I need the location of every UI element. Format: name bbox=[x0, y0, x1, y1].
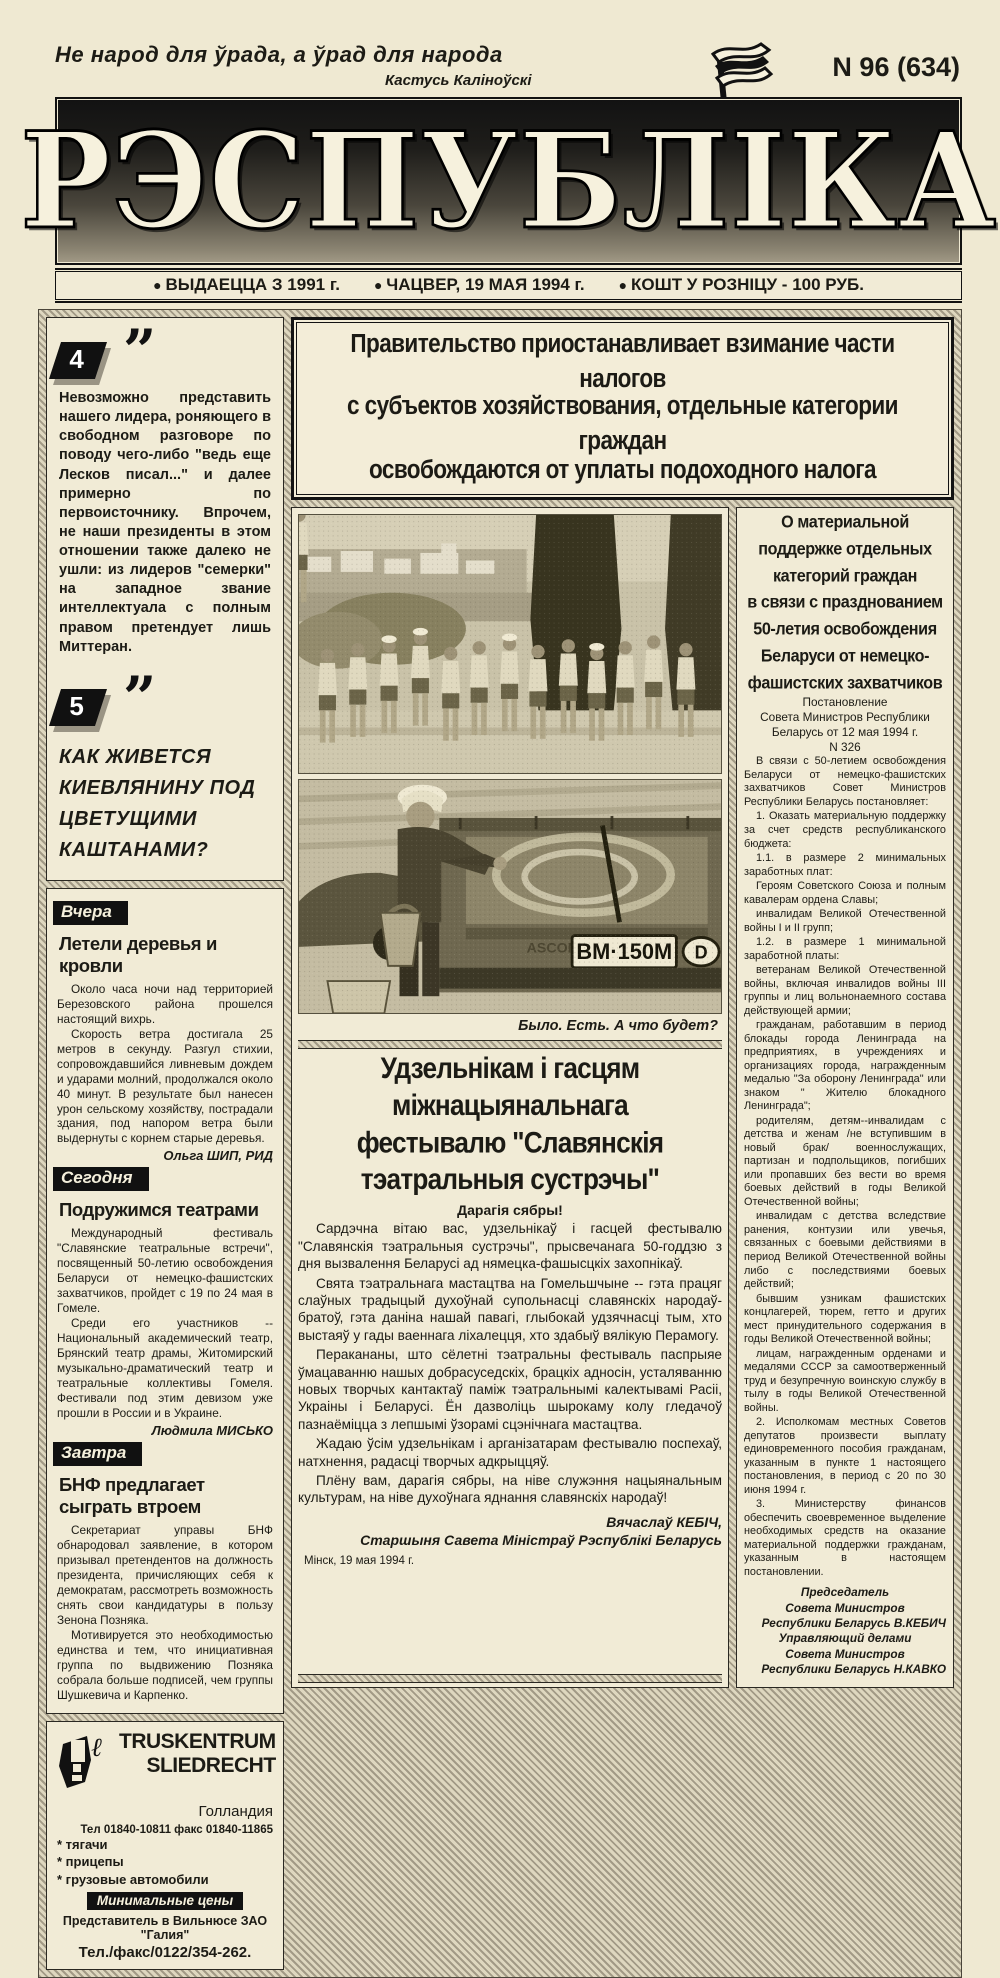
news-yesterday bbox=[57, 897, 273, 1164]
letter-paragraph: Свята тэатральнага мастацтва на Гомельшчыне -- гэта працяг слаўных традыцый духоўнай супольнасці славянскіх народаў-братоў, гэта даніна нашай павагі, глыбокай удзячнасці тым, хто выстаяў у гады ваеннага ліхалецця, хто здабыў вялікую Перамогу. bbox=[298, 1275, 722, 1343]
signature-line: Республики Беларусь Н.КАВКО bbox=[761, 1662, 946, 1676]
letter-paragraph: Жадаю ўсім удзельнікам і арганізатарам фестывалю поспехаў, натхнення, радасці творчых адкрыццяў. bbox=[298, 1436, 722, 1469]
news-paragraph: Секретариат управы БНФ обнародовал заявление, в котором призывал претендентов на должность президента, причисляющих себя к демократам, рассмотреть возможность снять свои кандидатуры в пользу Зенона Позняка. bbox=[57, 1523, 273, 1627]
masthead bbox=[20, 97, 997, 265]
decree-paragraph: Героям Советского Союза и полным кавалерам ордена Славы; bbox=[744, 880, 946, 906]
letter-paragraph: Перакананы, што сёлетні тэатральны фестываль паспрыяе ўмацаванню нашых добрасуседскіх, брацкіх адносін, усталяванню новых творчых кантактаў паміж тэатральнымі калектывамі Расіі, Украіны і Беларусі. Ён дазволіць шырокаму колу гледачоў пазнаёміцца з лепшымі ўзорамі сцэнічнага мастацтва. bbox=[298, 1347, 722, 1432]
price: ● КОШТ У РОЗНІЦУ - 100 РУБ. bbox=[619, 275, 864, 295]
letter-title-line: фестывалю "Славянскія тэатральныя сустрэчы" bbox=[356, 1126, 664, 1197]
decree-column bbox=[736, 507, 954, 1688]
news-paragraph: Мотивируется это необходимостью единства и тем, что инициативная группа по выдвижению Позняка собрала больше подписей, чем группы Шушкевича и Карпенко. bbox=[57, 1627, 273, 1702]
decree-paragraph: 1.1. в размере 2 минимальных заработных плат: bbox=[744, 852, 946, 878]
decree-paragraph: 3. Министерству финансов обеспечить своевременное выделение необходимых средств на оказание материальной поддержки гражданам, указанным в настоящем постановлении. bbox=[744, 1498, 946, 1578]
decree-title-line: в связи с празднованием bbox=[747, 592, 943, 613]
ad-item: * тягачи bbox=[57, 1836, 108, 1852]
decree-title-line: О материальной bbox=[781, 512, 909, 532]
main-right-area bbox=[291, 317, 954, 1970]
decree-signatures bbox=[744, 1585, 946, 1677]
letter-title bbox=[304, 1051, 715, 1200]
decree-paragraph: гражданам, работавшим в период блокады города Ленинграда на предприятиях, в учреждениях и организациях города, награжденным медалью "За оборону Ленинграда" или знаком " Жителю блокадного Ленинграда"; bbox=[744, 1019, 946, 1113]
teaser-quote: Невозможно представить нашего лидера, роняющего в свободном разговоре по поводу чего-либо "ведь еще Лесков писал..." и далее примерно по первоисточнику. Впрочем, не наши президенты в этом отношении также далеко не ушли: из лидеров "семерки" на западное звание интеллектуала с полным правом претендует лишь Миттеран. bbox=[59, 390, 271, 655]
decree-subtitle-line: Беларусь от 12 мая 1994 г. bbox=[771, 724, 919, 739]
headline-line: Правительство приостанавливает взимание части налогов bbox=[350, 328, 895, 393]
decree-paragraph: лицам, награжденным орденами и медалями СССР за самоотверженный труд и безупречную воинскую службу в тылу в годы Великой Отечественной войны. bbox=[744, 1347, 946, 1414]
news-byline: Ольга ШИП, РИД bbox=[163, 1148, 273, 1164]
decree-subtitle bbox=[744, 695, 946, 754]
letter-signature bbox=[298, 1513, 722, 1549]
motto: Не народ для ўрада, а ўрад для народа bbox=[55, 42, 503, 67]
quote-icon bbox=[123, 669, 156, 727]
newspaper-title: РЭСПУБЛІКА bbox=[20, 102, 997, 259]
decree-subtitle-line: Совета Министров Республики bbox=[760, 710, 930, 725]
divider bbox=[298, 1040, 722, 1049]
issue-number: N 96 (634) bbox=[832, 52, 960, 82]
main-frame bbox=[38, 309, 962, 1978]
letter-title-line: Удзельнікам і гасцям міжнацыянальнага bbox=[380, 1051, 640, 1122]
quote-icon bbox=[123, 322, 156, 380]
left-rail bbox=[46, 317, 284, 1970]
decree-paragraph: инвалидам с детства вследствие ранения, контузии или увечья, связанных с боевыми действиями в период Великой Отечественной войны либо с последствиями боевых действий; bbox=[744, 1210, 946, 1291]
decree-subtitle-line: Постановление bbox=[802, 695, 888, 710]
signature-line: Управляющий делами bbox=[778, 1631, 912, 1646]
ad-item: * прицепы bbox=[57, 1854, 124, 1870]
page-header bbox=[0, 0, 1000, 303]
signature-line: Республики Беларусь В.КЕБИЧ bbox=[761, 1616, 946, 1631]
svg-text:ℓ: ℓ bbox=[91, 1732, 102, 1763]
decree-paragraph: бывшим узникам фашистских концлагерей, тюрем, гетто и других мест принудительного содержания в годы Великой Отечественной войны; bbox=[744, 1292, 946, 1346]
ad-phones: Тел 01840-10811 факс 01840-11865 bbox=[80, 1823, 273, 1836]
news-paragraph: Скорость ветра достигала 25 метров в секунду. Разгул стихии, сопровождавшийся ливневым дождем и ударами молний, продолжался около 40 минут. В результате был нанесен урон сельскому хозяйству, пострадали здания, под напором ветра были выдернуты с корнем старые деревья. bbox=[57, 1026, 273, 1146]
divider bbox=[298, 1674, 722, 1683]
decree-title bbox=[746, 509, 944, 696]
ad-representative: Представитель в Вильнюсе ЗАО "Галия" bbox=[62, 1914, 268, 1943]
ad-brand-line: SLIEDRECHT bbox=[146, 1753, 276, 1777]
ad-country: Голландия bbox=[198, 1802, 273, 1820]
ad-promo-badge: Минимальные цены bbox=[87, 1892, 243, 1910]
decree-title-line: поддержке отдельных bbox=[758, 539, 932, 559]
headline-line: освобождаются от уплаты подоходного налога bbox=[368, 454, 877, 484]
headline-line: с субъектов хозяйствования, отдельные категории граждан bbox=[347, 390, 898, 455]
page-number-badge bbox=[49, 342, 107, 379]
signature-name: Вячаслаў КЕБІЧ, bbox=[606, 1513, 722, 1530]
news-byline: Людмила МИСЬКО bbox=[151, 1423, 273, 1438]
ad-item: * грузовые автомобили bbox=[57, 1871, 209, 1887]
news-paragraph: Международный фестиваль "Славянские театральные встречи", посвященный 50-летию освобождения Беларуси от немецко-фашистских захватчиков, пройдет с 19 по 24 мая в Гомеле. bbox=[57, 1226, 273, 1316]
truck-logo-icon bbox=[57, 1730, 113, 1801]
page-number: 5 bbox=[69, 690, 84, 721]
news-title: Летели деревья и кровли bbox=[59, 932, 217, 976]
page-number-badge bbox=[49, 689, 107, 726]
photo-caption: Было. Есть. А что будет? bbox=[518, 1018, 718, 1035]
teaser-quote: КАК ЖИВЕТСЯ КИЕВЛЯНИНУ ПОД ЦВЕТУЩИМИ КАШТАНАМИ? bbox=[59, 745, 256, 861]
letter-paragraph: Плёну вам, дарагія сябры, на ніве служэння нацыянальным культурам, на ніве духоўнага яднання славянскіх народаў! bbox=[298, 1472, 722, 1506]
truskentrum-ad bbox=[46, 1721, 284, 1971]
motto-author: Кастусь Каліноўскі bbox=[385, 72, 532, 89]
news-label-tomorrow: Завтра bbox=[53, 1442, 142, 1466]
news-tomorrow bbox=[57, 1438, 273, 1703]
decree-paragraph: родителям, детям--инвалидам с детства и женам /не вступившим в новый брак/ военнослужащих, партизан и подпольщиков, погибших или пропавших без вести во время боевых действий в годы Великой Отечественной войны; bbox=[744, 1114, 946, 1208]
decree-paragraph: В связи с 50-летием освобождения Беларуси от немецко-фашистских захватчиков Совет Министров Республики Беларусь постановляет: bbox=[744, 755, 946, 808]
letter-dateline: Мінск, 19 мая 1994 г. bbox=[304, 1555, 415, 1568]
ad-contact: Тел./факс/0122/354-262. bbox=[78, 1944, 252, 1962]
news-today bbox=[57, 1163, 273, 1438]
decree-paragraph: инвалидам Великой Отечественной войны I и II групп; bbox=[744, 908, 946, 934]
letter-paragraph: Сардэчна вітаю вас, удзельнікаў і гасцей фестывалю "Славянскія тэатральныя сустрэчы", прысвечанага 50-годдзю з дня вызвалення Беларусі ад нямецка-фашысцкіх захопнікаў. bbox=[298, 1221, 722, 1272]
page-teasers bbox=[46, 317, 284, 881]
center-column bbox=[291, 507, 729, 1688]
festival-letter bbox=[298, 1051, 722, 1571]
signature-title: Старшыня Савета Міністраў Рэспублікі Беларусь bbox=[360, 1531, 722, 1548]
signature-line: Совета Министров bbox=[785, 1600, 905, 1615]
news-paragraph: Около часа ночи над территорией Березовского района прошелся настоящий вихрь. bbox=[57, 981, 273, 1026]
decree-paragraph: ветеранам Великой Отечественной войны, включая инвалидов войны III группы и лиц вольнонаемного состава действующей армии; bbox=[744, 964, 946, 1017]
news-label-today: Сегодня bbox=[53, 1167, 149, 1191]
datebar bbox=[55, 268, 962, 303]
photo-car-wash bbox=[298, 779, 722, 1014]
news-label-yesterday: Вчера bbox=[53, 901, 128, 925]
teaser-page-4 bbox=[59, 328, 271, 657]
decree-subtitle-line: N 326 bbox=[829, 739, 861, 754]
signature-line: Совета Министров bbox=[785, 1646, 905, 1661]
decree-paragraph: 1.2. в размере 1 минимальной заработной платы: bbox=[744, 936, 946, 962]
daily-news-box bbox=[46, 888, 284, 1714]
photo-children-march bbox=[298, 514, 722, 774]
ad-brand bbox=[119, 1730, 276, 1801]
decree-title-line: Беларуси от немецко- bbox=[760, 646, 930, 666]
ad-brand-line: TRUSKENTRUM bbox=[119, 1729, 276, 1753]
letter-salutation: Дарагія сябры! bbox=[457, 1202, 563, 1219]
page-number: 4 bbox=[69, 344, 84, 374]
teaser-page-5 bbox=[59, 675, 271, 866]
decree-title-line: 50-летия освобождения bbox=[753, 619, 937, 639]
signature-line: Председатель bbox=[800, 1585, 890, 1600]
decree-paragraph: 2. Исполкомам местных Советов депутатов произвести выплату единовременного пособия гражданам, указанным в пункте 1 настоящего постановления, в период с 20 по 30 июня 1994 г. bbox=[744, 1416, 946, 1496]
lead-headline bbox=[291, 317, 954, 500]
decree-title-line: фашистских захватчиков bbox=[747, 672, 943, 693]
news-paragraph: Среди его участников -- Национальный академический театр, Брянский театр драмы, Житомирский музыкально-драматический театр и театральные коллективы Гомеля. Фестивали под этим девизом уже прошли в России и в Украине. bbox=[57, 1316, 273, 1421]
founded-date: ● ВЫДАЕЦЦА З 1991 г. bbox=[153, 275, 340, 295]
issue-date: ● ЧАЦВЕР, 19 МАЯ 1994 г. bbox=[374, 275, 585, 295]
news-title: Подружимся театрами bbox=[59, 1199, 259, 1221]
decree-paragraph: 1. Оказать материальную поддержку за счет средств республиканского бюджета: bbox=[744, 810, 946, 850]
decree-title-line: категорий граждан bbox=[772, 566, 918, 586]
news-title: БНФ предлагает сыграть втроем bbox=[59, 1474, 205, 1517]
